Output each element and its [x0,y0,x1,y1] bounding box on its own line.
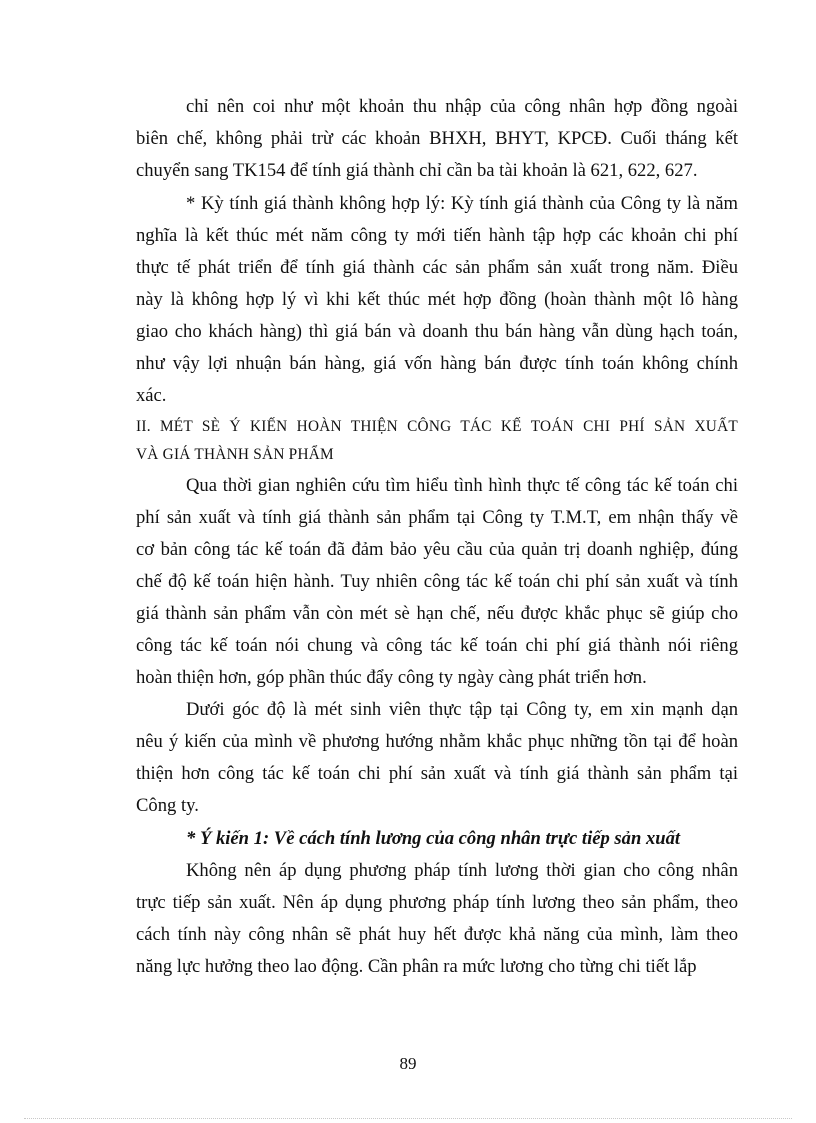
section-heading: II. MÉT SÈ Ý KIẾN HOÀN THIỆN CÔNG TÁC KẾ TOÁN CHI PHÍ SẢN XUẤT [136,418,738,435]
text-line: Không nên áp dụng phương pháp tính lương thời gian cho công nhân [186,860,738,881]
text-line: năng lực hưởng theo lao động. Cần phân ra mức lương cho từng chi tiết lắp [136,956,697,977]
text-line: biên chế, không phải trừ các khoản BHXH, BHYT, KPCĐ. Cuối tháng kết [136,128,738,149]
text-line: cơ bản công tác kế toán đã đảm bảo yêu cầu của quản trị doanh nghiệp, đúng [136,539,738,560]
text-line: xác. [136,385,167,406]
text-line: thực tế phát triển để tính giá thành các sản phẩm sản xuất trong năm. Điều [136,257,738,278]
text-line: thiện hơn công tác kế toán chi phí sản xuất và tính giá thành sản phẩm tại [136,763,738,784]
opinion-heading: * Ý kiến 1: Về cách tính lương của công nhân trực tiếp sản xuất [186,828,681,849]
text-line: công tác kế toán nói chung và công tác kế toán chi phí giá thành nói riêng [136,635,738,656]
text-line: nghĩa là kết thúc mét năm công ty mới tiến hành tập hợp các khoản chi phí [136,225,738,246]
text-line: Qua thời gian nghiên cứu tìm hiểu tình hình thực tế công tác kế toán chi [186,475,738,496]
text-line: chỉ nên coi như một khoản thu nhập của công nhân hợp đồng ngoài [186,96,738,117]
text-line: giá thành sản phẩm vẫn còn mét sè hạn chế, nếu được khắc phục sẽ giúp cho [136,603,738,624]
text-line: giao cho khách hàng) thì giá bán và doanh thu bán hàng vẫn dùng hạch toán, [136,321,738,342]
text-line: chế độ kế toán hiện hành. Tuy nhiên công tác kế toán chi phí sản xuất và tính [136,571,738,592]
text-line: nêu ý kiến của mình về phương hướng nhằm khắc phục những tồn tại để hoàn [136,731,738,752]
text-line: phí sản xuất và tính giá thành sản phẩm tại Công ty T.M.T, em nhận thấy về [136,507,738,528]
text-line: hoàn thiện hơn, góp phần thúc đẩy công ty ngày càng phát triển hơn. [136,667,647,688]
text-line: trực tiếp sản xuất. Nên áp dụng phương pháp tính lương theo sản phẩm, theo [136,892,738,913]
text-line: chuyển sang TK154 để tính giá thành chỉ cần ba tài khoản là 621, 622, 627. [136,160,698,181]
text-line: cách tính này công nhân sẽ phát huy hết được khả năng của mình, làm theo [136,924,738,945]
text-line: * Kỳ tính giá thành không hợp lý: Kỳ tính giá thành của Công ty là năm [186,193,738,214]
text-line: như vậy lợi nhuận bán hàng, giá vốn hàng bán được tính toán không chính [136,353,738,374]
text-line: Công ty. [136,795,199,816]
page-number: 89 [399,1054,417,1073]
section-heading: VÀ GIÁ THÀNH SẢN PHẨM [136,446,334,463]
text-line: này là không hợp lý vì khi kết thúc mét hợp đồng (hoàn thành một lô hàng [136,289,738,310]
page-divider [24,1118,792,1119]
text-line: Dưới góc độ là mét sinh viên thực tập tại Công ty, em xin mạnh dạn [186,699,738,720]
